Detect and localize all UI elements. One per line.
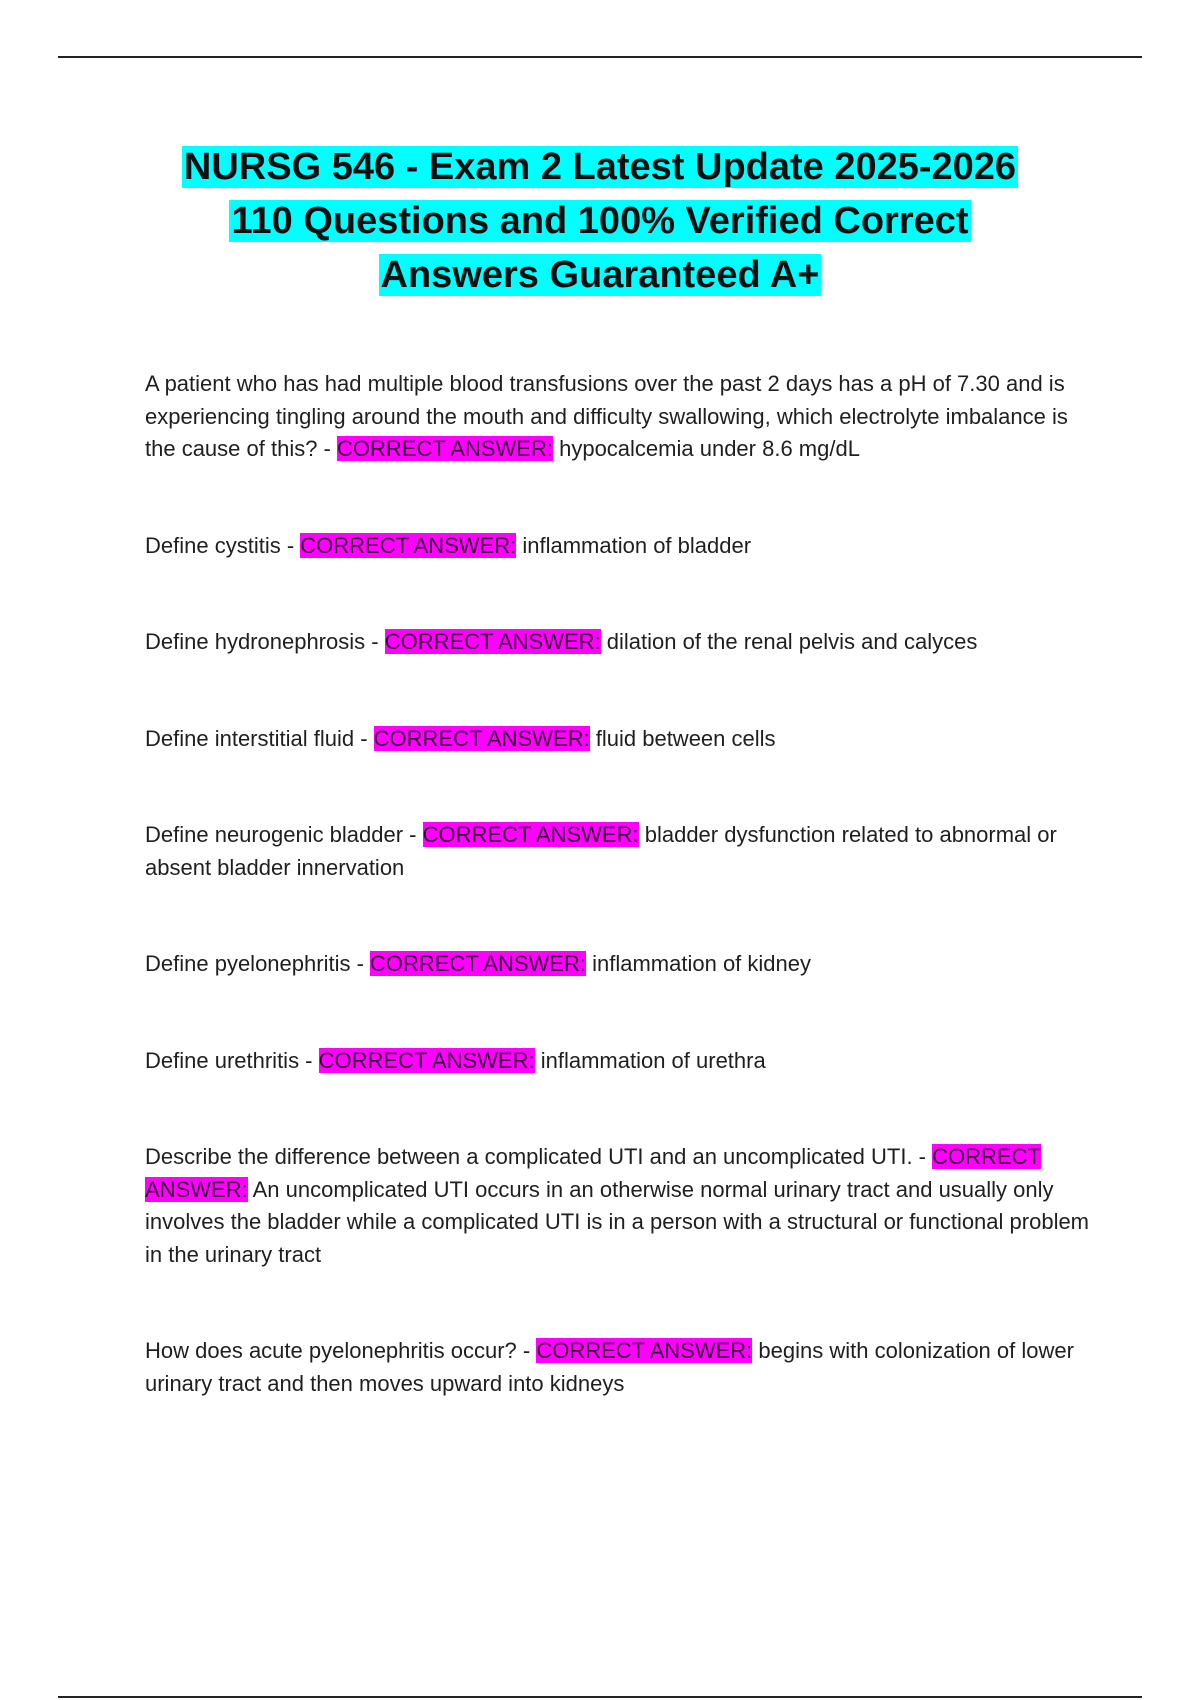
qa-item-9 xyxy=(145,1335,1097,1400)
qa-item-6 xyxy=(145,948,1097,981)
document-title xyxy=(100,140,1100,302)
correct-answer-label: CORRECT ANSWER: xyxy=(373,725,590,751)
qa-item-1 xyxy=(145,368,1097,466)
bottom-divider xyxy=(58,1696,1142,1698)
qa-item-8 xyxy=(145,1141,1097,1271)
question-text: How does acute pyelonephritis occur? - xyxy=(145,1338,531,1363)
correct-answer-label: CORRECT ANSWER: xyxy=(145,1144,1041,1202)
answer-text: bladder dysfunction related to abnormal or absent bladder innervation xyxy=(145,822,1057,880)
correct-answer-label: CORRECT ANSWER: xyxy=(536,1338,753,1363)
correct-answer-label: CORRECT ANSWER: xyxy=(384,629,601,654)
correct-answer-label: CORRECT ANSWER: xyxy=(422,822,639,847)
qa-item-5 xyxy=(145,819,1097,884)
title-line-3: Answers Guaranteed A+ xyxy=(380,254,820,296)
answer-text: inflammation of urethra xyxy=(540,1047,766,1073)
correct-answer-label: CORRECT ANSWER: xyxy=(370,951,586,976)
qa-item-4 xyxy=(145,723,1097,756)
question-text: Define urethritis - xyxy=(145,1047,313,1073)
qa-item-7 xyxy=(145,1045,1097,1078)
top-divider xyxy=(58,56,1142,58)
answer-text: An uncomplicated UTI occurs in an otherwise normal urinary tract and usually only involves the bladder while a complicated UTI is in a person with a structural or functional problem in the urinary tract xyxy=(145,1176,1090,1267)
question-text: A patient who has had multiple blood transfusions over the past 2 days has a pH of 7.30 and is experiencing tingling around the mouth and difficulty swallowing, which electrolyte imbalance is the cause of this? - xyxy=(145,371,1068,461)
answer-text: inflammation of bladder xyxy=(522,532,752,558)
correct-answer-label: CORRECT ANSWER: xyxy=(300,532,517,558)
question-text: Define pyelonephritis - xyxy=(145,951,364,976)
question-text: Define hydronephrosis - xyxy=(145,629,379,654)
title-line-1: NURSG 546 - Exam 2 Latest Update 2025-2026 xyxy=(183,146,1017,188)
qa-item-2 xyxy=(145,530,1097,563)
question-text: Define cystitis - xyxy=(145,532,295,558)
correct-answer-label: CORRECT ANSWER: xyxy=(318,1047,535,1073)
answer-text: inflammation of kidney xyxy=(592,951,811,976)
answer-text: fluid between cells xyxy=(595,725,776,751)
question-text: Define interstitial fluid - xyxy=(145,725,368,751)
question-text: Describe the difference between a complicated UTI and an uncomplicated UTI. - xyxy=(145,1144,926,1169)
qa-list xyxy=(145,368,1097,1400)
answer-text: dilation of the renal pelvis and calyces xyxy=(606,629,978,654)
answer-text: begins with colonization of lower urinary tract and then moves upward into kidneys xyxy=(145,1338,1074,1396)
question-text: Define neurogenic bladder - xyxy=(145,822,417,847)
qa-item-3 xyxy=(145,626,1097,659)
title-line-2: 110 Questions and 100% Verified Correct xyxy=(231,200,969,242)
correct-answer-label: CORRECT ANSWER: xyxy=(337,436,553,461)
answer-text: hypocalcemia under 8.6 mg/dL xyxy=(559,436,860,461)
